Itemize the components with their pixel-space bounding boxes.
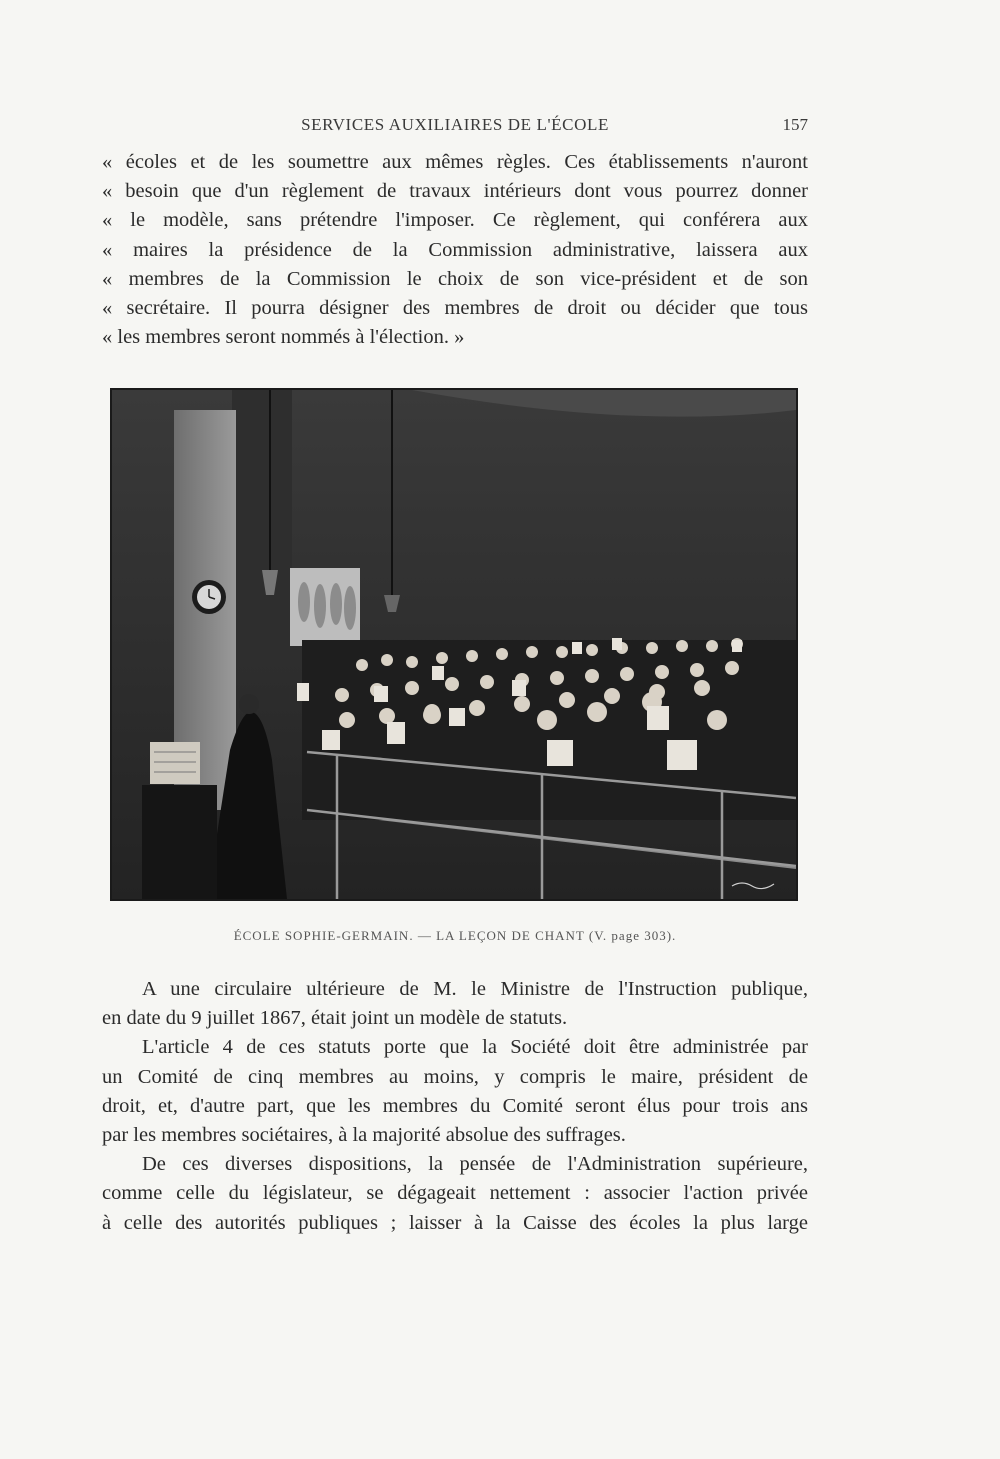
- text-line: « secrétaire. Il pourra désigner des membres de droit ou décider que tous: [102, 297, 808, 320]
- text-line: « membres de la Commission le choix de son vice-président et de son: [102, 267, 808, 290]
- figure-caption: ÉCOLE SOPHIE-GERMAIN. — LA LEÇON DE CHANT (V. page 303).: [233, 928, 677, 943]
- text-line: un Comité de cinq membres au moins, y compris le maire, président de: [102, 1065, 808, 1088]
- text-line: « besoin que d'un règlement de travaux intérieurs dont vous pourrez donner: [102, 180, 808, 203]
- text-line: par les membres sociétaires, à la majorité absolue des suffrages.: [102, 1124, 626, 1147]
- body-paragraphs: [102, 975, 808, 1238]
- text-line: « écoles et de les soumettre aux mêmes règles. Ces établissements n'auront: [102, 151, 808, 173]
- sheet-music: [150, 742, 200, 784]
- text-line: droit, et, d'autre part, que les membres du Comité seront élus pour trois ans: [102, 1094, 808, 1117]
- classroom-photograph: [110, 388, 798, 901]
- running-title: SERVICES AUXILIAIRES DE L'ÉCOLE: [301, 115, 609, 134]
- text-line: « maires la présidence de la Commission administrative, laissera aux: [102, 238, 808, 261]
- singing-lesson-illustration: [112, 390, 796, 899]
- text-line: De ces diverses dispositions, la pensée de l'Administration supérieure,: [142, 1153, 808, 1176]
- text-line: en date du 9 juillet 1867, était joint un modèle de statuts.: [102, 1007, 568, 1030]
- quote-paragraph: [102, 148, 808, 352]
- text-line: A une circulaire ultérieure de M. le Ministre de l'Instruction publique,: [142, 978, 808, 1000]
- piano: [142, 785, 217, 899]
- text-line: L'article 4 de ces statuts porte que la Société doit être administrée par: [142, 1036, 808, 1059]
- running-head: [102, 115, 808, 139]
- text-line: à celle des autorités publiques ; laisser à la Caisse des écoles la plus large: [102, 1211, 808, 1234]
- text-line: « le modèle, sans prétendre l'imposer. Ce règlement, qui conférera aux: [102, 209, 808, 232]
- text-line: comme celle du législateur, se dégageait nettement : associer l'action privée: [102, 1182, 808, 1205]
- text-line: « les membres seront nommés à l'élection. »: [102, 326, 465, 349]
- page-number: 157: [782, 115, 808, 134]
